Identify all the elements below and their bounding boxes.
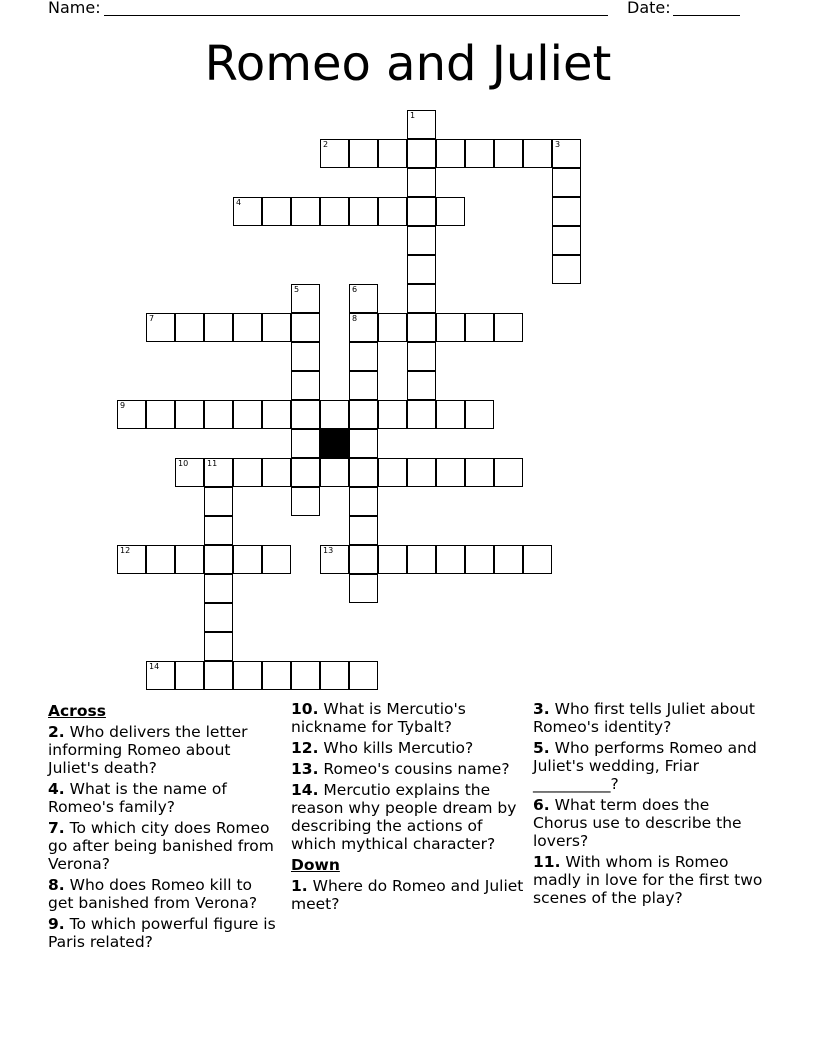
grid-cell[interactable] xyxy=(436,458,465,487)
grid-cell[interactable] xyxy=(175,458,204,487)
cell-number: 7 xyxy=(149,314,155,323)
clue-down-11: 11. With whom is Romeo madly in love for the first two scenes of the play? xyxy=(533,853,763,907)
cell-number: 3 xyxy=(555,140,561,149)
grid-cell[interactable] xyxy=(349,458,378,487)
grid-cell[interactable] xyxy=(523,545,552,574)
grid-cell[interactable] xyxy=(378,139,407,168)
black-cell xyxy=(320,429,349,458)
clue-column-3 xyxy=(533,700,763,910)
grid-cell[interactable] xyxy=(204,661,233,690)
grid-cell[interactable] xyxy=(291,458,320,487)
cell-number: 11 xyxy=(207,459,218,468)
grid-cell[interactable] xyxy=(465,458,494,487)
grid-cell[interactable] xyxy=(262,313,291,342)
cell-number: 5 xyxy=(294,285,300,294)
name-label: Name: xyxy=(48,0,101,17)
grid-cell[interactable] xyxy=(204,458,233,487)
grid-cell[interactable] xyxy=(204,400,233,429)
grid-cell[interactable] xyxy=(407,545,436,574)
grid-cell[interactable] xyxy=(407,458,436,487)
grid-cell[interactable] xyxy=(204,313,233,342)
grid-cell[interactable] xyxy=(291,371,320,400)
grid-cell[interactable] xyxy=(407,400,436,429)
grid-cell[interactable] xyxy=(262,545,291,574)
grid-cell[interactable] xyxy=(291,284,320,313)
grid-cell[interactable] xyxy=(291,429,320,458)
down-heading: Down xyxy=(291,856,340,874)
grid-cell[interactable] xyxy=(378,197,407,226)
clue-across-2: 2. Who delivers the letter informing Romeo about Juliet's death? xyxy=(48,723,248,777)
clue-across-4: 4. What is the name of Romeo's family? xyxy=(48,780,227,816)
cell-number: 10 xyxy=(178,459,189,468)
grid-cell[interactable] xyxy=(465,400,494,429)
grid-cell[interactable] xyxy=(407,139,436,168)
grid-cell[interactable] xyxy=(349,400,378,429)
date-label: Date: xyxy=(627,0,671,17)
grid-cell[interactable] xyxy=(204,545,233,574)
cell-number: 12 xyxy=(120,546,131,555)
grid-cell[interactable] xyxy=(494,545,523,574)
grid-cell[interactable] xyxy=(175,545,204,574)
grid-cell[interactable] xyxy=(552,139,581,168)
grid-cell[interactable] xyxy=(175,400,204,429)
grid-cell[interactable] xyxy=(175,313,204,342)
cell-number: 8 xyxy=(352,314,358,323)
grid-cell[interactable] xyxy=(523,139,552,168)
grid-cell[interactable] xyxy=(262,458,291,487)
grid-cell[interactable] xyxy=(262,197,291,226)
page-title: Romeo and Juliet xyxy=(204,36,612,92)
grid-cell[interactable] xyxy=(262,661,291,690)
grid-cell[interactable] xyxy=(407,313,436,342)
grid-cell[interactable] xyxy=(204,487,233,516)
grid-cell[interactable] xyxy=(320,197,349,226)
grid-cell[interactable] xyxy=(494,313,523,342)
grid-cell[interactable] xyxy=(407,371,436,400)
clue-across-12: 12. Who kills Mercutio? xyxy=(291,739,474,757)
grid-cell[interactable] xyxy=(407,255,436,284)
grid-cell[interactable] xyxy=(320,458,349,487)
grid-cell[interactable] xyxy=(146,400,175,429)
clue-across-9: 9. To which powerful figure is Paris related? xyxy=(48,915,276,951)
grid-cell[interactable] xyxy=(552,226,581,255)
grid-cell[interactable] xyxy=(465,313,494,342)
grid-cell[interactable] xyxy=(378,545,407,574)
grid-cell[interactable] xyxy=(436,545,465,574)
grid-cell[interactable] xyxy=(349,487,378,516)
grid-cell[interactable] xyxy=(233,400,262,429)
grid-cell[interactable] xyxy=(349,429,378,458)
grid-cell[interactable] xyxy=(436,313,465,342)
grid-cell[interactable] xyxy=(494,139,523,168)
grid-cell[interactable] xyxy=(349,139,378,168)
grid-cell[interactable] xyxy=(233,661,262,690)
grid-cell[interactable] xyxy=(349,197,378,226)
grid-cell[interactable] xyxy=(407,110,436,139)
grid-cell[interactable] xyxy=(233,313,262,342)
clue-down-6: 6. What term does the Chorus use to describe the lovers? xyxy=(533,796,742,850)
grid-cell[interactable] xyxy=(117,545,146,574)
grid-cell[interactable] xyxy=(436,197,465,226)
grid-cell[interactable] xyxy=(146,545,175,574)
grid-cell[interactable] xyxy=(378,400,407,429)
grid-cell[interactable] xyxy=(349,371,378,400)
grid-cell[interactable] xyxy=(378,458,407,487)
cell-number: 4 xyxy=(236,198,242,207)
cell-number: 6 xyxy=(352,285,358,294)
grid-cell[interactable] xyxy=(552,197,581,226)
grid-cell[interactable] xyxy=(378,313,407,342)
grid-cell[interactable] xyxy=(291,400,320,429)
clue-column-2 xyxy=(291,700,526,916)
grid-cell[interactable] xyxy=(349,342,378,371)
grid-cell[interactable] xyxy=(204,574,233,603)
grid-cell[interactable] xyxy=(349,313,378,342)
grid-cell[interactable] xyxy=(146,661,175,690)
grid-cell[interactable] xyxy=(349,574,378,603)
grid-cell[interactable] xyxy=(494,458,523,487)
grid-cell[interactable] xyxy=(291,661,320,690)
grid-cell[interactable] xyxy=(436,400,465,429)
grid-cell[interactable] xyxy=(117,400,146,429)
clue-across-8: 8. Who does Romeo kill to get banished from Verona? xyxy=(48,876,258,912)
across-heading: Across xyxy=(48,702,106,720)
grid-cell[interactable] xyxy=(233,458,262,487)
cell-number: 2 xyxy=(323,140,329,149)
grid-cell[interactable] xyxy=(291,342,320,371)
clue-across-10: 10. What is Mercutio's nickname for Tybalt? xyxy=(291,700,466,736)
grid-cell[interactable] xyxy=(320,400,349,429)
clue-across-13: 13. Romeo's cousins name? xyxy=(291,760,510,778)
grid-cell[interactable] xyxy=(204,603,233,632)
grid-cell[interactable] xyxy=(407,226,436,255)
grid-cell[interactable] xyxy=(465,139,494,168)
grid-cell[interactable] xyxy=(175,661,204,690)
grid-cell[interactable] xyxy=(407,168,436,197)
grid-cell[interactable] xyxy=(320,661,349,690)
grid-cell[interactable] xyxy=(349,516,378,545)
grid-cell[interactable] xyxy=(320,139,349,168)
grid-cell[interactable] xyxy=(204,632,233,661)
cell-number: 14 xyxy=(149,662,160,671)
grid-cell[interactable] xyxy=(552,168,581,197)
grid-cell[interactable] xyxy=(291,313,320,342)
grid-cell[interactable] xyxy=(552,255,581,284)
cell-number: 1 xyxy=(410,111,416,120)
grid-cell[interactable] xyxy=(349,661,378,690)
grid-cell[interactable] xyxy=(233,545,262,574)
clue-down-5: 5. Who performs Romeo and Juliet's wedding, Friar __________? xyxy=(533,739,757,793)
cell-number: 13 xyxy=(323,546,334,555)
grid-cell[interactable] xyxy=(436,139,465,168)
cell-number: 9 xyxy=(120,401,126,410)
grid-cell[interactable] xyxy=(233,197,262,226)
grid-cell[interactable] xyxy=(465,545,494,574)
grid-cell[interactable] xyxy=(146,313,175,342)
clue-across-14: 14. Mercutio explains the reason why people dream by describing the actions of which mythical character? xyxy=(291,781,517,853)
grid-cell[interactable] xyxy=(291,487,320,516)
clue-down-1: 1. Where do Romeo and Juliet meet? xyxy=(291,877,524,913)
grid-cell[interactable] xyxy=(407,342,436,371)
grid-cell[interactable] xyxy=(262,400,291,429)
grid-cell[interactable] xyxy=(320,545,349,574)
clue-column-1 xyxy=(48,700,278,954)
grid-cell[interactable] xyxy=(407,197,436,226)
clue-down-3: 3. Who first tells Juliet about Romeo's identity? xyxy=(533,700,755,736)
grid-cell[interactable] xyxy=(407,284,436,313)
grid-cell[interactable] xyxy=(349,284,378,313)
grid-cell[interactable] xyxy=(204,516,233,545)
grid-cell[interactable] xyxy=(349,545,378,574)
grid-cell[interactable] xyxy=(291,197,320,226)
clue-across-7: 7. To which city does Romeo go after being banished from Verona? xyxy=(48,819,274,873)
